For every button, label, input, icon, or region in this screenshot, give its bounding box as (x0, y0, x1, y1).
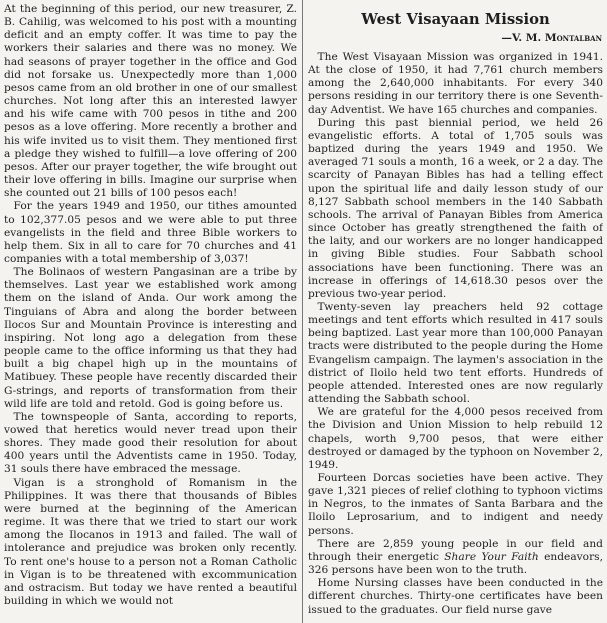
right-column (308, 3, 603, 623)
paragraph-chapels: We are grateful for the 4,000 pesos received from the Division and Union Mission to help rebuild 12 chapels, worth 9,700 pesos, that were either destroyed or damaged by the typhoon on November 2, 1949. (308, 406, 603, 471)
paragraph-santa: The townspeople of Santa, according to reports, vowed that heretics would never tread upon their shores. They made good their resolution for about 400 years until the Adventists came in 1950. Today, 31 souls there have embraced the message. (4, 410, 297, 476)
article-title: West Visayaan Mission (361, 11, 550, 28)
paragraph-lay-preachers: Twenty-seven lay preachers held 92 cottage meetings and tent efforts which resulted in 417 souls being baptized. Last year more than 100,000 Panayan tracts were distributed to the people during the Home Evangelism campaign. The laymen's association in the district of Iloilo held two tent efforts. Hundreds of people attended. Interested ones are now regularly attending the Sabbath school. (308, 300, 603, 406)
paragraph-vigan: Vigan is a stronghold of Romanism in the Philippines. It was there that thousands of Bibles were burned at the beginning of the American regime. It was there that we tried to start our work among the Ilocanos in 1913 and failed. The wall of intolerance and prejudice was broken only recently. To rent one's house to a person not a Roman Catholic in Vigan is to be threatened with excommunication and ostracism. But today we have rented a beautiful building in which we would not (4, 476, 297, 608)
paragraph-home-nursing: Home Nursing classes have been conducted in the different churches. Thirty-one certificates have been issued to the graduates. Our field nurse gave (308, 577, 603, 616)
share-your-faith-italic: Share Your Faith (444, 550, 539, 563)
paragraph-bolinaos: The Bolinaos of western Pangasinan are a tribe by themselves. Last year we established work among them on the island of Anda. Our work among the Tinguians of Abra and along the border between Ilocos Sur and Mountain Province is interesting and inspiring. Not long ago a delegation from these people came to the office informing us that they had built a big chapel high up in the mountains of Matibuey. These people have recently discarded their G-strings, and reports of transformation from their wild life are told and retold. God is going before us. (4, 266, 297, 410)
paragraph-young-people (308, 538, 603, 577)
young-people-text-start: There are 2,859 young people in our field and through their energetic (308, 537, 603, 563)
column-divider (302, 0, 303, 623)
paragraph-dorcas: Fourteen Dorcas societies have been active. They gave 1,321 pieces of relief clothing to typhoon victims in Negros, to the inmates of Santa Barbara and the Iloilo Leprosarium, and to indigent and needy persons. (308, 472, 603, 537)
paragraph-treasurer: At the beginning of this period, our new treasurer, Z. B. Cahilig, was welcomed to his post with a mounting deficit and an empty coffer. It was time to pay the workers their salaries and there was no money. We had seasons of prayer together in the office and God did not forsake us. Unexpectedly more than 1,000 pesos came from an old brother in one of our smallest churches. Not long after this an interested lawyer and his wife came with 700 pesos in tithe and 200 pesos as a love offering. More recently a brother and his wife invited us to visit them. They mentioned first a pledge they wished to fulfill—a love offering of 200 pesos. After our prayer together, the wife brought out their love offering in bills. Imagine our surprise when she counted out 21 bills of 100 pesos each! (4, 3, 297, 200)
paragraph-biennial: During this past biennial period, we held 26 evangelistic efforts. A total of 1,705 souls was baptized during the years 1949 and 1950. We averaged 71 souls a month, 16 a week, or 2 a day. The scarcity of Panayan Bibles has had a telling effect upon the spiritual life and daily lesson study of our 8,127 Sabbath school members in the 140 Sabbath schools. The arrival of Panayan Bibles from America since October has greatly strengthened the faith of the laity, and our workers are no longer handicapped in giving Bible studies. Four Sabbath school associations have been functioning. There was an increase in offerings of 14,618.30 pesos over the previous two-year period. (308, 116, 603, 300)
paragraph-tithes: For the years 1949 and 1950, our tithes amounted to 102,377.05 pesos and we were able to put three evangelists in the field and three Bible workers to help them. Six in all to care for 70 churches and 41 companies with a total membership of 3,037! (4, 200, 297, 265)
young-people-text-end: endeavors, 326 persons have been won to the truth. (308, 550, 603, 577)
paragraph-organized: The West Visayaan Mission was organized in 1941. At the close of 1950, it had 7,761 church members among the 2,640,000 inhabitants. For every 340 persons residing in our territory there is one Seventh-day Adventist. We have 165 churches and companies. (308, 51, 603, 116)
article-author: —V. M. Montalban (501, 32, 602, 44)
left-column (4, 3, 297, 623)
